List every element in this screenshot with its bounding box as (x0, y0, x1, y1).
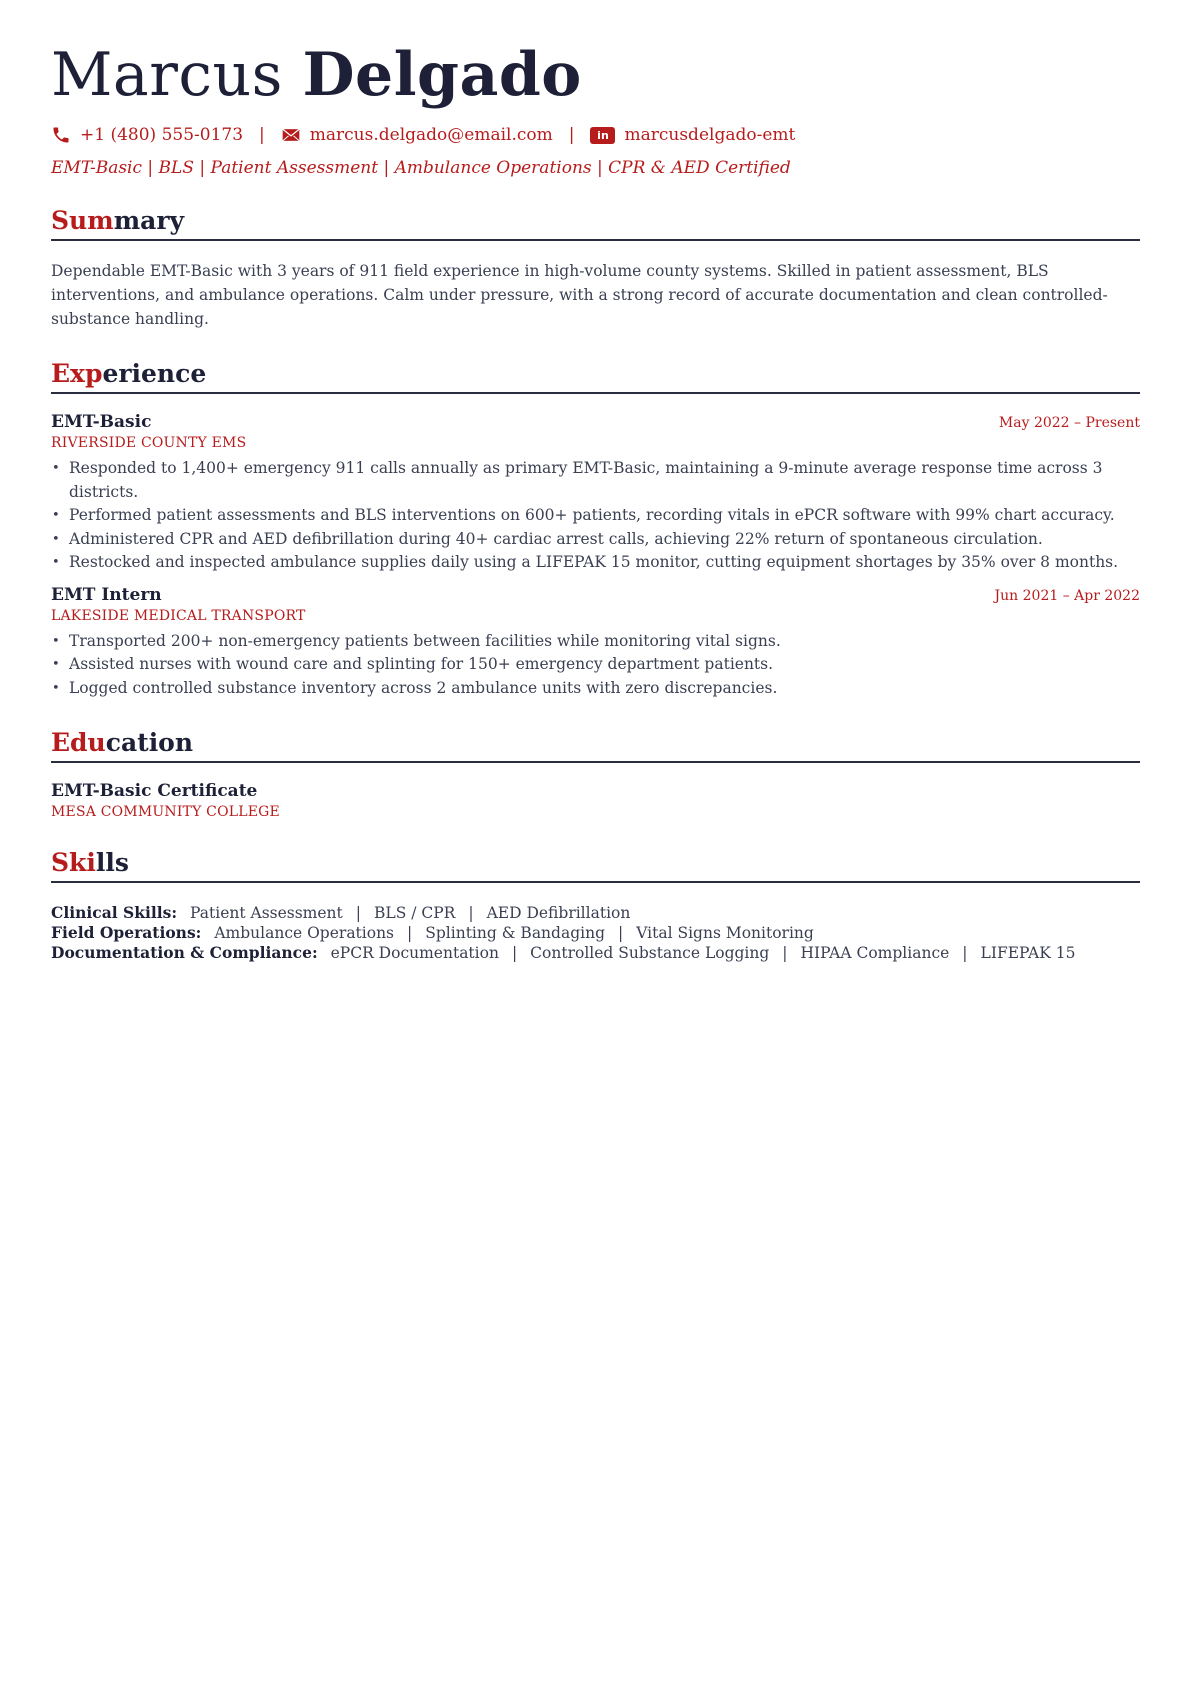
skill-item: ePCR Documentation (330, 944, 499, 962)
job-organization: RIVERSIDE COUNTY EMS (51, 435, 247, 451)
section-title-summary: Summary (51, 205, 1140, 241)
skill-separator: | (511, 944, 518, 962)
skill-row (51, 923, 1140, 943)
bullet-item: • Restocked and inspected ambulance supplies daily using a LIFEPAK 15 monitor, cutting equipment shortages by 35% over 8 months. (51, 551, 1140, 575)
skill-category: Clinical Skills: (51, 903, 178, 922)
skill-separator: | (782, 944, 788, 962)
job-bullets (51, 457, 1140, 575)
skill-item: AED Defibrillation (486, 904, 631, 922)
phone-text: +1 (480) 555-0173 (80, 125, 244, 145)
job-entry (51, 412, 1140, 575)
contact-separator: | (259, 125, 265, 145)
linkedin-contact[interactable] (590, 125, 795, 145)
skill-separator: | (407, 924, 413, 942)
skill-separator: | (618, 924, 624, 942)
section-title-education: Education (51, 727, 1140, 763)
candidate-name (51, 34, 1140, 116)
summary-text: Dependable EMT-Basic with 3 years of 911 field experience in high-volume county systems. Skilled in patient assessment, BLS interventions, and ambulance operations. Calm under pressure, with a strong record of accurate documentation and clean controlled-substance handling. (51, 262, 1108, 328)
first-name: Marcus (51, 40, 283, 110)
skill-item: Vital Signs Monitoring (636, 924, 814, 942)
skills-list (51, 903, 1140, 963)
job-organization: LAKESIDE MEDICAL TRANSPORT (51, 607, 306, 624)
summary-section (51, 205, 1140, 331)
skill-item: LIFEPAK 15 (980, 944, 1076, 962)
skills-section (51, 847, 1140, 963)
contact-separator: | (568, 125, 575, 145)
job-date: Jun 2021 – Apr 2022 (994, 587, 1140, 604)
tagline: EMT-Basic | BLS | Patient Assessment | Ambulance Operations | CPR & AED Certified (51, 158, 791, 178)
skill-item: Controlled Substance Logging (530, 944, 770, 962)
skill-item: Patient Assessment (190, 904, 343, 922)
job-title: EMT Intern (51, 584, 162, 605)
email-text: marcus.delgado@email.com (309, 125, 553, 145)
bullet-item: • Responded to 1,400+ emergency 911 calls annually as primary EMT-Basic, maintaining a 9-minute average response time across 3 districts. (51, 457, 1140, 504)
education-entry (51, 781, 1140, 820)
skill-item: Ambulance Operations (214, 924, 395, 942)
last-name: Delgado (302, 40, 582, 110)
email-contact[interactable] (281, 125, 553, 145)
skill-separator: | (355, 904, 362, 922)
linkedin-text: marcusdelgado-emt (624, 125, 796, 145)
job-date: May 2022 – Present (998, 415, 1140, 431)
bullet-item: • Performed patient assessments and BLS interventions on 600+ patients, recording vitals in ePCR software with 99% chart accuracy. (51, 504, 1140, 528)
linkedin-icon: in (590, 127, 615, 144)
phone-icon (51, 125, 71, 145)
job-entry (51, 585, 1140, 701)
contact-line (51, 122, 1140, 148)
experience-section (51, 358, 1140, 700)
bullet-item: • Assisted nurses with wound care and splinting for 150+ emergency department patients. (51, 653, 1140, 677)
skill-item: HIPAA Compliance (800, 944, 950, 962)
skill-separator: | (962, 944, 968, 962)
skill-item: BLS / CPR (374, 904, 456, 922)
skill-row (51, 903, 1140, 923)
skill-row (51, 943, 1140, 963)
job-title: EMT-Basic (51, 412, 152, 432)
skill-item: Splinting & Bandaging (425, 924, 605, 942)
section-title-skills: Skills (51, 847, 1140, 883)
skill-separator: | (468, 904, 474, 922)
skill-category: Documentation & Compliance: (51, 943, 318, 962)
phone-contact[interactable] (51, 125, 243, 145)
bullet-item: • Administered CPR and AED defibrillation during 40+ cardiac arrest calls, achieving 22% return of spontaneous circulation. (51, 528, 1140, 552)
education-institution: MESA COMMUNITY COLLEGE (51, 804, 280, 820)
education-title: EMT-Basic Certificate (51, 781, 258, 801)
bullet-item: • Transported 200+ non-emergency patients between facilities while monitoring vital signs. (51, 630, 1140, 654)
section-title-experience: Experience (51, 358, 1140, 394)
education-section (51, 727, 1140, 820)
bullet-item: • Logged controlled substance inventory across 2 ambulance units with zero discrepancies. (51, 677, 1140, 701)
job-bullets (51, 630, 1140, 701)
envelope-icon (281, 125, 301, 145)
skill-category: Field Operations: (51, 923, 202, 942)
